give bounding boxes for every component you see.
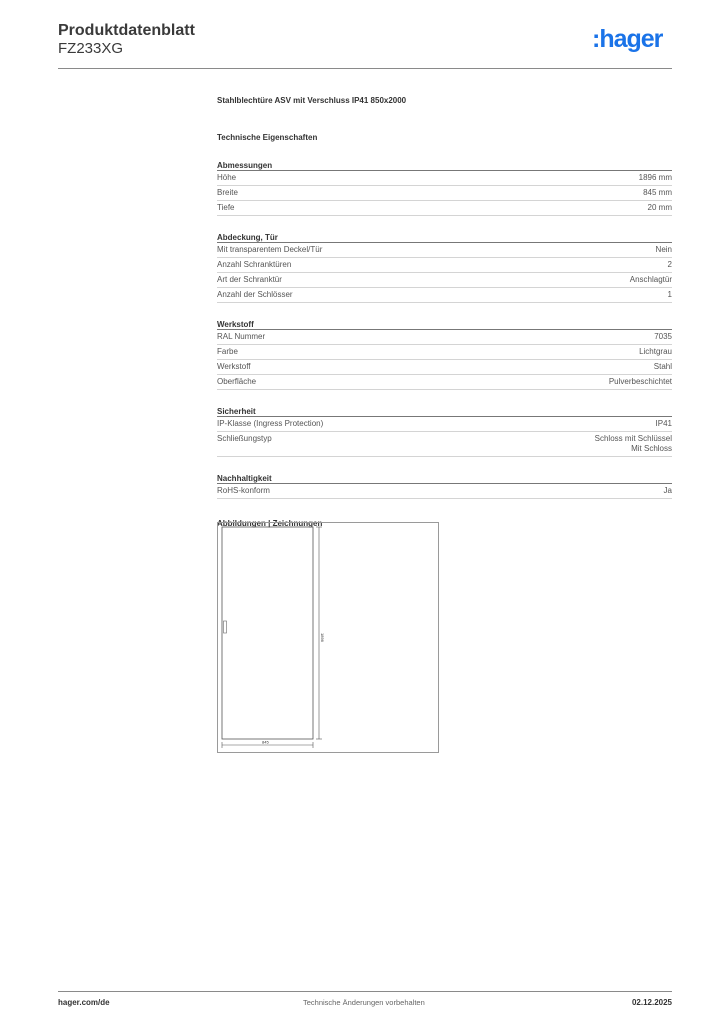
spec-value: Nein	[655, 245, 672, 254]
spec-row	[217, 186, 672, 201]
spec-value-line: Mit Schloss	[631, 444, 672, 453]
spec-label: Schließungstyp	[217, 434, 272, 443]
spec-row	[217, 273, 672, 288]
spec-row	[217, 345, 672, 360]
width-dimension-label: 845	[262, 739, 269, 745]
group-title: Abdeckung, Tür	[217, 232, 672, 243]
header-divider	[58, 68, 672, 69]
spec-row	[217, 258, 672, 273]
document-title: Produktdatenblatt	[58, 22, 195, 39]
figures-title: Abbildungen | Zeichnungen	[217, 519, 323, 528]
group-material	[217, 319, 672, 390]
spec-row	[217, 288, 672, 303]
spec-value-multi	[595, 434, 672, 454]
spec-label: Oberfläche	[217, 377, 257, 386]
spec-content	[217, 96, 672, 529]
spec-label: Anzahl Schranktüren	[217, 260, 292, 269]
spec-label: RAL Nummer	[217, 332, 266, 341]
spec-label: IP-Klasse (Ingress Protection)	[217, 419, 324, 428]
spec-value: 20 mm	[647, 203, 672, 212]
spec-value: Anschlagtür	[629, 275, 672, 284]
height-dimension-label: 1896	[320, 633, 325, 642]
footer-divider	[58, 991, 672, 992]
product-name: Stahlblechtüre ASV mit Verschluss IP41 850x2000	[217, 96, 407, 105]
spec-row	[217, 432, 672, 457]
spec-row	[217, 171, 672, 186]
spec-label: Werkstoff	[217, 362, 251, 371]
spec-label: Anzahl der Schlösser	[217, 290, 293, 299]
group-cover-door	[217, 232, 672, 303]
group-title: Abmessungen	[217, 160, 672, 171]
section-title: Technische Eigenschaften	[217, 133, 318, 142]
spec-row	[217, 484, 672, 499]
spec-value: Pulverbeschichtet	[608, 377, 672, 386]
spec-row	[217, 375, 672, 390]
spec-label: Farbe	[217, 347, 238, 356]
door-handle-icon	[224, 621, 227, 633]
spec-value: 2	[667, 260, 672, 269]
spec-label: RoHS-konform	[217, 486, 270, 495]
group-title: Nachhaltigkeit	[217, 473, 672, 484]
spec-value: Stahl	[653, 362, 672, 371]
spec-value-line: Schloss mit Schlüssel	[594, 434, 672, 443]
footer-note: Technische Änderungen vorbehalten	[303, 998, 425, 1007]
spec-row	[217, 243, 672, 258]
spec-value: 845 mm	[643, 188, 672, 197]
group-dimensions	[217, 160, 672, 216]
spec-label: Tiefe	[217, 203, 235, 212]
footer-date: 02.12.2025	[631, 998, 672, 1007]
group-title: Werkstoff	[217, 319, 672, 330]
spec-row	[217, 330, 672, 345]
spec-value: 1	[667, 290, 672, 299]
spec-value: 7035	[654, 332, 672, 341]
door-drawing-svg	[218, 523, 440, 754]
footer-website-link[interactable]: hager.com/de	[58, 998, 110, 1007]
spec-value: Ja	[663, 486, 672, 495]
spec-label: Höhe	[217, 173, 237, 182]
hager-logo: :hager	[592, 25, 663, 53]
article-number: FZ233XG	[58, 40, 124, 57]
group-security	[217, 406, 672, 457]
spec-value: IP41	[655, 419, 672, 428]
door-outline	[222, 527, 313, 739]
group-title: Sicherheit	[217, 406, 672, 417]
spec-label: Breite	[217, 188, 238, 197]
spec-row	[217, 201, 672, 216]
spec-value: 1896 mm	[638, 173, 672, 182]
spec-row	[217, 360, 672, 375]
spec-label: Art der Schranktür	[217, 275, 282, 284]
group-sustainability	[217, 473, 672, 499]
spec-label: Mit transparentem Deckel/Tür	[217, 245, 323, 254]
spec-value: Lichtgrau	[639, 347, 672, 356]
technical-drawing	[217, 522, 439, 753]
spec-row	[217, 417, 672, 432]
